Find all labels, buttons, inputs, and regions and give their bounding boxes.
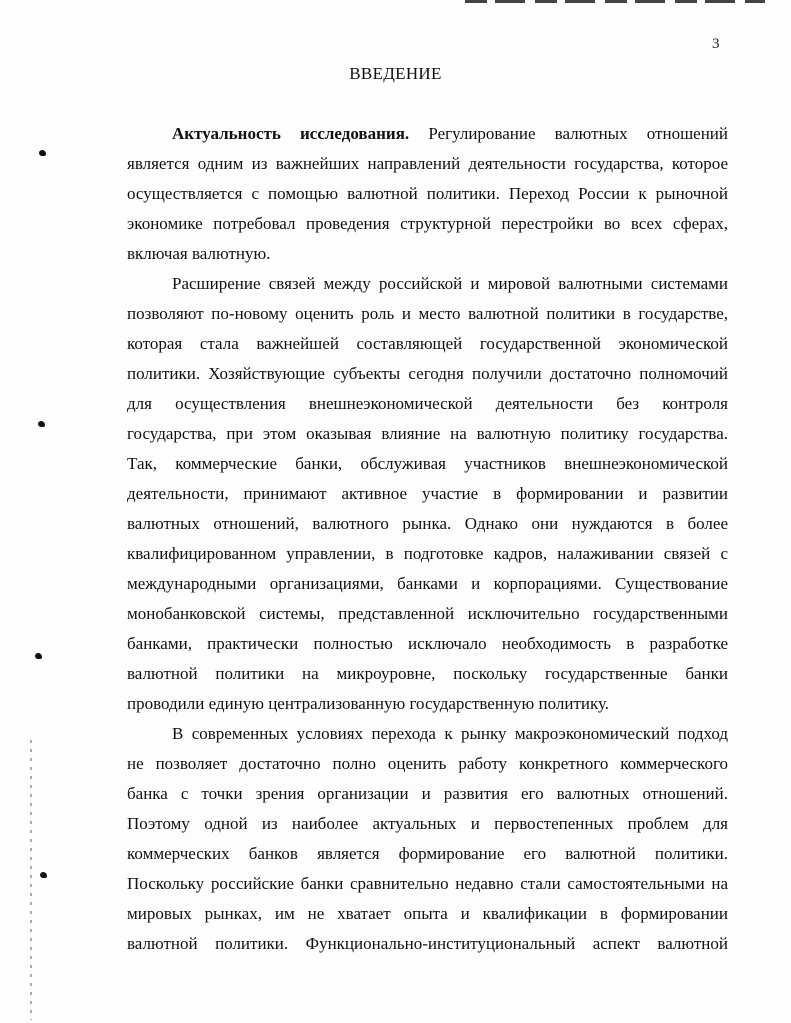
text-line: В современных условиях перехода к рынку макроэкономический подход — [172, 724, 728, 743]
text-line: деятельности, принимают активное участие в формировании и развитии — [127, 484, 728, 503]
hole-punch-mark — [40, 872, 47, 878]
text-line: международными организациями, банками и корпорациями. Существование — [127, 574, 728, 593]
text-line: Расширение связей между российской и мировой валютными системами — [172, 274, 728, 293]
text-line: экономике потребовал проведения структурной перестройки во всех сферах, — [127, 214, 728, 233]
scan-artifact-top — [465, 0, 765, 3]
text-line — [127, 119, 728, 149]
text-line: позволяют по-новому оценить роль и место валютной политики в государстве, — [127, 304, 728, 323]
text-line: является одним из важнейших направлений деятельности государства, которое — [127, 154, 728, 173]
text-line: политики. Хозяйствующие субъекты сегодня получили достаточно полномочий — [127, 364, 728, 383]
text-line: монобанковской системы, представленной исключительно государственными — [127, 604, 728, 623]
page-number: 3 — [712, 36, 720, 52]
text-line: банками, практически полностью исключало необходимость в разработке — [127, 634, 728, 653]
hole-punch-mark — [38, 421, 45, 427]
text-line: Поэтому одной из наиболее актуальных и первостепенных проблем для — [127, 814, 728, 833]
text-line: не позволяет достаточно полно оценить работу конкретного коммерческого — [127, 754, 728, 773]
text-line: банка с точки зрения организации и развития его валютных отношений. — [127, 784, 728, 803]
text-line: для осуществления внешнеэкономической деятельности без контроля — [127, 394, 728, 413]
text-line: проводили единую централизованную государственную политику. — [127, 694, 610, 713]
text-line: валютной политики на микроуровне, поскольку государственные банки — [127, 664, 728, 683]
text-line: валютной политики. Функционально-институциональный аспект валютной — [127, 934, 728, 953]
text-line: коммерческих банков является формирование его валютной политики. — [127, 844, 728, 863]
text-line: осуществляется с помощью валютной политики. Переход России к рыночной — [127, 184, 728, 203]
text-line: которая стала важнейшей составляющей государственной экономической — [127, 334, 728, 353]
text-line: мировых рынках, им не хватает опыта и квалификации в формировании — [127, 904, 728, 923]
hole-punch-mark — [39, 150, 46, 156]
page-title: ВВЕДЕНИЕ — [349, 64, 442, 83]
text-line: валютных отношений, валютного рынка. Однако они нуждаются в более — [127, 514, 728, 533]
text-line: включая валютную. — [127, 244, 271, 263]
hole-punch-mark — [35, 653, 42, 659]
section-heading: Актуальность исследования. — [172, 124, 410, 143]
text-line: Поскольку российские банки сравнительно недавно стали самостоятельными на — [127, 874, 728, 893]
text-line: квалифицированном управлении, в подготовке кадров, налаживании связей с — [127, 544, 728, 563]
text-line-content: Регулирование валютных отношений — [409, 124, 728, 143]
text-line: государства, при этом оказывая влияние на валютную политику государства. — [127, 424, 728, 443]
text-line: Так, коммерческие банки, обслуживая участников внешнеэкономической — [127, 454, 728, 473]
body-text — [127, 119, 728, 959]
scan-artifact-margin — [30, 740, 32, 1020]
